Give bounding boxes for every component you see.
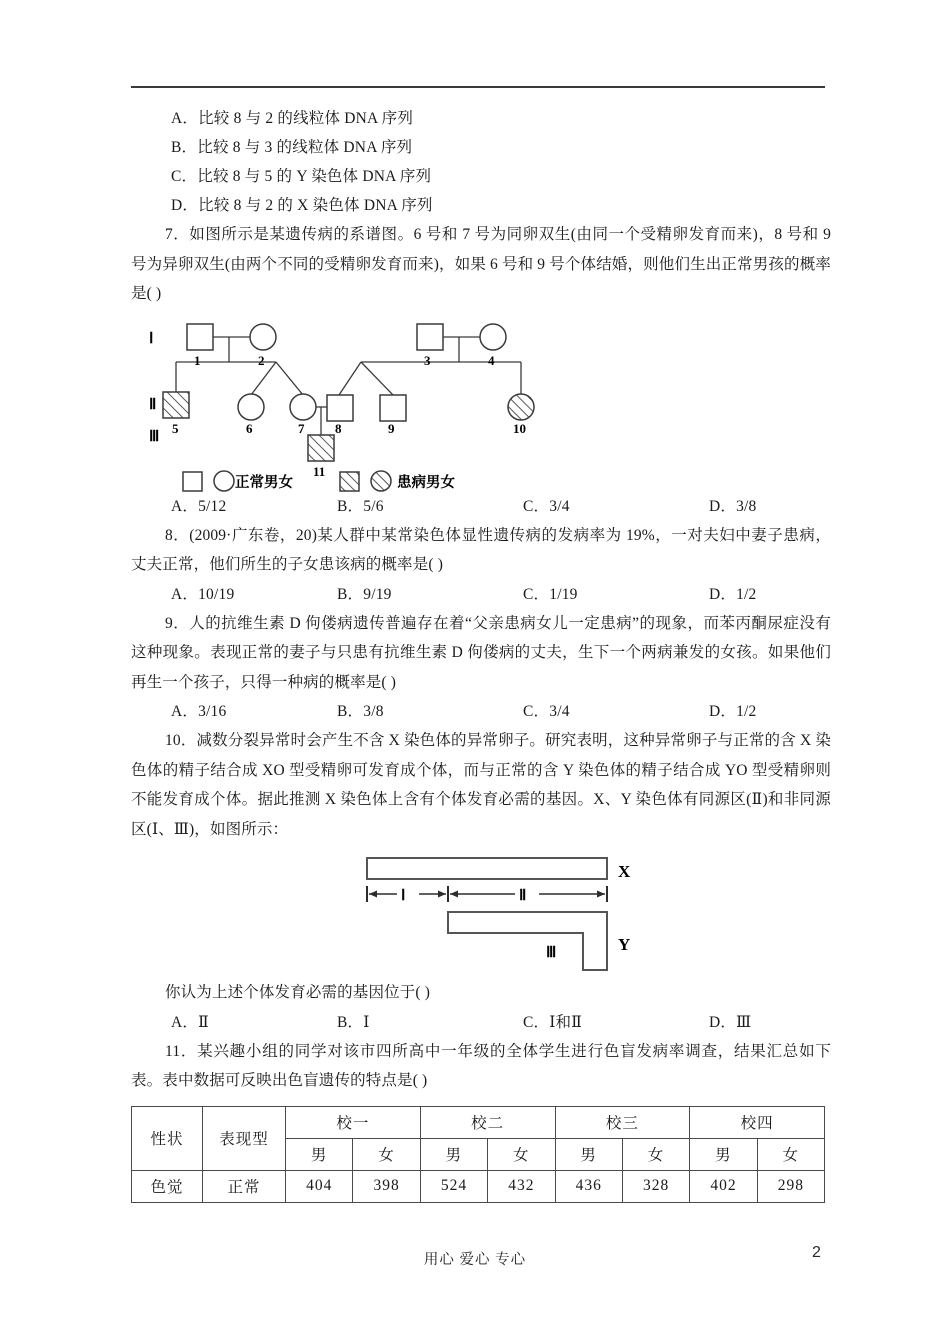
footer-note: 用心 爱心 专心 bbox=[423, 1252, 527, 1268]
x-chromosome-label: X bbox=[618, 862, 631, 881]
header-school-2-female: 女 bbox=[488, 1138, 555, 1170]
cell-school-1-female: 398 bbox=[353, 1170, 420, 1202]
q7-stem: 7．如图所示是某遗传病的系谱图。6 号和 7 号为同卵双生(由同一个受精卵发育而来)，8 号和 9 号为异卵双生(由两个不同的受精卵发育而来)，如果 6 号和 9 号个体结婚，则他们生出正常男孩的概率是( ) bbox=[131, 226, 831, 302]
q6-option-d: D．比较 8 与 2 的 X 染色体 DNA 序列 bbox=[171, 197, 433, 214]
pedigree-individual-2 bbox=[250, 324, 276, 350]
cell-phenotype: 正常 bbox=[203, 1170, 286, 1202]
colorblind-survey-table bbox=[131, 1106, 825, 1203]
pedigree-id-11: 11 bbox=[313, 463, 326, 479]
q10-option-a: A．Ⅱ bbox=[171, 1013, 209, 1031]
q10-option-d: D．Ⅲ bbox=[709, 1013, 752, 1031]
pedigree-individual-11 bbox=[308, 435, 334, 461]
legend-affected-female-icon bbox=[371, 471, 391, 491]
pedigree-individual-3 bbox=[417, 324, 443, 350]
header-trait: 性状 bbox=[132, 1106, 203, 1170]
q9-options bbox=[171, 697, 831, 726]
generation-label-III: Ⅲ bbox=[149, 428, 160, 445]
pedigree-id-5: 5 bbox=[172, 420, 179, 436]
q10-option-c: C．Ⅰ和Ⅱ bbox=[523, 1013, 582, 1031]
generation-label-I: Ⅰ bbox=[149, 330, 154, 347]
legend-normal-male-icon bbox=[183, 472, 202, 491]
xy-chromosome-diagram bbox=[131, 850, 831, 978]
pedigree-id-10: 10 bbox=[513, 420, 526, 436]
pedigree-individual-8 bbox=[327, 395, 353, 421]
table-row bbox=[132, 1170, 825, 1202]
q7-option-a: A．5/12 bbox=[171, 497, 227, 515]
header-phenotype: 表现型 bbox=[203, 1106, 286, 1170]
q8-options bbox=[171, 580, 831, 609]
header-school-1: 校一 bbox=[286, 1106, 421, 1138]
pedigree-id-2: 2 bbox=[258, 352, 265, 368]
q8-option-d: D．1/2 bbox=[709, 585, 757, 603]
q7-option-b: B．5/6 bbox=[337, 497, 384, 515]
q8-option-c: C．1/19 bbox=[523, 585, 578, 603]
q8-option-a: A．10/19 bbox=[171, 585, 235, 603]
pedigree-id-3: 3 bbox=[424, 352, 431, 368]
legend-affected-male-icon bbox=[340, 472, 359, 491]
cell-school-3-female: 328 bbox=[622, 1170, 689, 1202]
pedigree-id-6: 6 bbox=[246, 420, 253, 436]
legend-normal-female-icon bbox=[214, 471, 234, 491]
q10-options bbox=[171, 1008, 831, 1037]
q10-sub-question: 你认为上述个体发育必需的基因位于( ) bbox=[165, 984, 431, 1001]
q10-chromosome-figure bbox=[131, 850, 831, 978]
q9-option-b: B．3/8 bbox=[337, 703, 384, 720]
region-I-label: Ⅰ bbox=[401, 888, 406, 904]
q7-option-c: C．3/4 bbox=[523, 497, 570, 515]
header-school-1-female: 女 bbox=[353, 1138, 420, 1170]
header-school-3: 校三 bbox=[555, 1106, 690, 1138]
y-chromosome-label: Y bbox=[618, 935, 631, 954]
y-chromosome-shape bbox=[448, 912, 607, 970]
q9-option-d: D．1/2 bbox=[709, 703, 757, 720]
cell-school-3-male: 436 bbox=[555, 1170, 622, 1202]
q6-option-b: B．比较 8 与 3 的线粒体 DNA 序列 bbox=[171, 139, 413, 156]
cell-school-4-male: 402 bbox=[690, 1170, 757, 1202]
header-school-3-female: 女 bbox=[622, 1138, 689, 1170]
cell-school-1-male: 404 bbox=[286, 1170, 353, 1202]
header-rule bbox=[131, 86, 825, 88]
region-II-label: Ⅱ bbox=[519, 888, 527, 904]
legend-normal-label: 正常男女 bbox=[235, 474, 293, 491]
pedigree-id-1: 1 bbox=[194, 352, 201, 368]
table-header-row-1 bbox=[132, 1106, 825, 1138]
q10-stem: 10．减数分裂异常时会产生不含 X 染色体的异常卵子。研究表明，这种异常卵子与正常的含 X 染色体的精子结合成 XO 型受精卵可发育成个体，而与正常的含 Y 染色体的精子结合成 YO 型受精卵则不能发育成个体。据此推测 X 染色体上含有个体发育必需的基因。X、Y 染色体有同源区(Ⅱ)和非同源区(Ⅰ、Ⅲ)，如图所示： bbox=[131, 732, 831, 838]
pedigree-id-9: 9 bbox=[388, 420, 395, 436]
header-school-1-male: 男 bbox=[286, 1138, 353, 1170]
pedigree-individual-10 bbox=[508, 394, 534, 420]
q10-option-b: B．Ⅰ bbox=[337, 1013, 370, 1031]
pedigree-diagram bbox=[131, 317, 831, 492]
generation-label-II: Ⅱ bbox=[149, 396, 157, 413]
pedigree-individual-1 bbox=[187, 324, 213, 350]
q7-pedigree-figure bbox=[131, 317, 831, 492]
header-school-4: 校四 bbox=[690, 1106, 825, 1138]
q9-option-a: A．3/16 bbox=[171, 703, 227, 720]
q6-option-a: A．比较 8 与 2 的线粒体 DNA 序列 bbox=[171, 110, 414, 127]
cell-school-2-female: 432 bbox=[488, 1170, 555, 1202]
header-school-2-male: 男 bbox=[420, 1138, 487, 1170]
q8-option-b: B．9/19 bbox=[337, 585, 392, 603]
pedigree-id-7: 7 bbox=[298, 420, 305, 436]
cell-school-4-female: 298 bbox=[757, 1170, 824, 1202]
q6-option-c: C．比较 8 与 5 的 Y 染色体 DNA 序列 bbox=[171, 168, 432, 185]
q9-stem: 9．人的抗维生素 D 佝偻病遗传普遍存在着“父亲患病女儿一定患病”的现象，而苯丙酮尿症没有这种现象。表现正常的妻子与只患有抗维生素 D 佝偻病的丈夫，生下一个两病兼发的女孩。如果他们再生一个孩子，只得一种病的概率是( ) bbox=[131, 614, 831, 691]
legend-affected-label: 患病男女 bbox=[397, 474, 455, 491]
pedigree-individual-6 bbox=[238, 394, 264, 420]
q7-options bbox=[171, 492, 831, 521]
pedigree-individual-9 bbox=[380, 395, 406, 421]
pedigree-individual-4 bbox=[480, 324, 506, 350]
q7-option-d: D．3/8 bbox=[709, 497, 757, 515]
header-school-4-female: 女 bbox=[757, 1138, 824, 1170]
region-III-label: Ⅲ bbox=[546, 945, 557, 961]
page-number: 2 bbox=[812, 1244, 821, 1261]
x-chromosome-bar bbox=[367, 858, 607, 879]
header-school-4-male: 男 bbox=[690, 1138, 757, 1170]
pedigree-individual-7 bbox=[290, 394, 316, 420]
cell-school-2-male: 524 bbox=[420, 1170, 487, 1202]
q9-option-c: C．3/4 bbox=[523, 703, 570, 720]
pedigree-individual-5 bbox=[163, 392, 189, 418]
cell-trait: 色觉 bbox=[132, 1170, 203, 1202]
pedigree-id-4: 4 bbox=[488, 352, 495, 368]
q11-stem: 11．某兴趣小组的同学对该市四所高中一年级的全体学生进行色盲发病率调查，结果汇总如下表。表中数据可反映出色盲遗传的特点是( ) bbox=[131, 1042, 831, 1089]
q8-stem: 8．(2009·广东卷，20)某人群中某常染色体显性遗传病的发病率为 19%，一对夫妇中妻子患病，丈夫正常，他们所生的子女患该病的概率是( ) bbox=[131, 526, 831, 573]
header-school-2: 校二 bbox=[420, 1106, 555, 1138]
page-content bbox=[131, 104, 831, 1203]
header-school-3-male: 男 bbox=[555, 1138, 622, 1170]
pedigree-id-8: 8 bbox=[335, 420, 342, 436]
